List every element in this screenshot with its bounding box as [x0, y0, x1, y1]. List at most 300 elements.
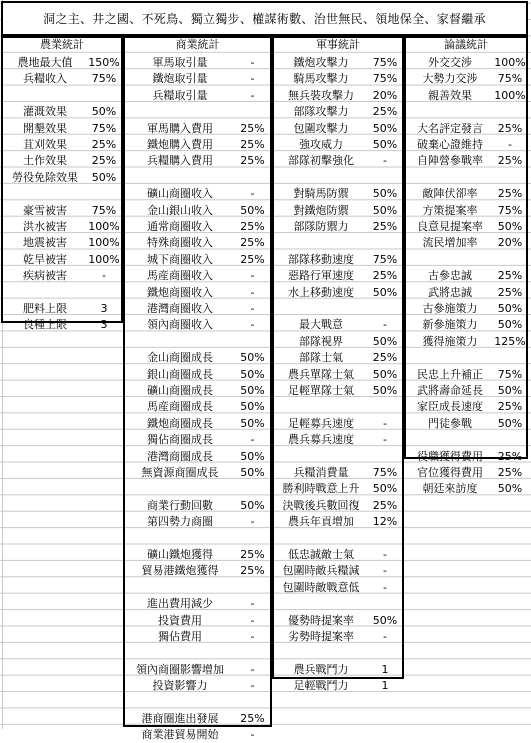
stat-label: 苴刈效果 — [23, 138, 67, 151]
stat-value: 75% — [372, 466, 398, 479]
pol-stat-row — [406, 383, 526, 399]
stat-label: 港商圈進出發展 — [141, 712, 219, 725]
stat-label: 古參忠誠 — [428, 269, 472, 283]
comm-stat-row — [125, 235, 270, 251]
agri-stat-row — [3, 71, 121, 87]
stat-value: 20% — [372, 88, 398, 102]
comm-stat-row — [125, 268, 270, 284]
mil-stat-row — [274, 465, 402, 481]
stat-value: - — [250, 187, 255, 201]
stat-value: 12% — [372, 515, 398, 529]
stat-value: 75% — [91, 203, 117, 217]
stat-label: 流民增加率 — [422, 236, 478, 250]
comm-stat-row — [125, 104, 270, 120]
comm-stat-row — [125, 301, 270, 317]
stat-label: 領內商圈影響增加 — [136, 662, 224, 676]
stat-value: 50% — [497, 416, 523, 430]
comm-stat-row — [125, 71, 270, 87]
stat-label: 鐵炮商圈成長 — [147, 416, 213, 430]
mil-stat-row — [274, 203, 402, 219]
pol-stat-row — [406, 416, 526, 432]
pol-stat-row — [406, 367, 526, 383]
stat-value: 25% — [497, 187, 523, 201]
stat-label: 洪水被害 — [23, 220, 67, 233]
stat-label: 敵陣伏卻率 — [422, 187, 478, 201]
comm-stat-row — [125, 727, 270, 743]
stat-label: 通常商圈收入 — [147, 220, 213, 233]
stat-label: 良意見提案率 — [417, 220, 483, 233]
pol-stat-row — [406, 317, 526, 333]
pol-stat-row — [406, 55, 526, 71]
stat-label: 投資費用 — [158, 613, 202, 627]
comm-stat-row — [125, 350, 270, 366]
stat-label: 民忠上升補正 — [417, 367, 483, 381]
comm-stat-row — [125, 596, 270, 612]
stat-label: 兵糧購入費用 — [147, 154, 213, 168]
comm-stat-row — [125, 695, 270, 711]
pol-stat-row — [406, 252, 526, 268]
comm-stat-row — [125, 383, 270, 399]
stat-value: 100% — [88, 252, 120, 266]
mil-stat-row — [274, 350, 402, 366]
stat-value: - — [250, 613, 255, 627]
stat-value: 75% — [497, 367, 523, 381]
stat-value: - — [383, 154, 387, 168]
stat-value: - — [250, 433, 255, 447]
stat-value: - — [250, 630, 255, 643]
comm-stat-row — [125, 547, 270, 563]
mil-stat-row — [274, 580, 402, 596]
mil-stat-row — [274, 481, 402, 497]
mil-stat-row — [274, 186, 402, 202]
stat-value: 100% — [494, 56, 526, 69]
pol-stat-row — [406, 137, 526, 153]
mil-stat-row — [274, 301, 402, 317]
comm-stat-row — [125, 531, 270, 547]
stat-value: 50% — [497, 482, 523, 496]
stat-value: 25% — [240, 138, 265, 151]
comm-stat-row — [125, 137, 270, 153]
stat-value: 25% — [240, 712, 265, 725]
agri-stat-row — [3, 104, 121, 120]
stat-label: 獨佔費用 — [158, 630, 202, 643]
stat-label: 低忠誠敵士氣 — [288, 548, 354, 561]
stat-label: 農地最大值 — [17, 56, 73, 69]
agri-stat-row — [3, 137, 121, 153]
comm-stat-row — [125, 481, 270, 497]
stat-value: 50% — [372, 187, 398, 201]
stat-label: 城下商圈收入 — [147, 252, 213, 266]
stat-value: 75% — [372, 72, 398, 86]
stat-label: 鐵炮取引量 — [152, 72, 208, 86]
comm-stat-row — [125, 285, 270, 301]
comm-stat-row — [125, 711, 270, 727]
pol-stat-row — [406, 449, 526, 465]
stat-value: 20% — [497, 236, 523, 250]
comm-stat-row — [125, 645, 270, 661]
stat-value: - — [250, 597, 255, 611]
stat-label: 豪雪被害 — [23, 203, 67, 217]
stat-label: 領內商圈收入 — [147, 318, 213, 332]
stat-value: - — [383, 416, 387, 430]
stat-label: 農兵戰鬥力 — [293, 662, 349, 676]
comm-stat-row — [125, 153, 270, 169]
stat-value: 3 — [100, 318, 108, 332]
stat-value: 50% — [372, 482, 398, 496]
stat-label: 門徒參戰 — [428, 416, 472, 430]
stat-label: 土作效果 — [23, 154, 67, 168]
agri-stat-row — [3, 203, 121, 219]
stat-value: 100% — [88, 220, 120, 233]
stat-label: 優勢時提案率 — [288, 613, 354, 627]
mil-stat-row — [274, 285, 402, 301]
stat-value: 75% — [91, 121, 117, 135]
agri-stat-row — [3, 219, 121, 235]
stat-label: 特殊商圈收入 — [147, 236, 213, 250]
stat-label: 乾旱被害 — [23, 252, 67, 266]
stat-value: 50% — [91, 105, 117, 119]
mil-stat-row — [274, 55, 402, 71]
agri-stat-row — [3, 170, 121, 186]
stat-label: 金山銀山收入 — [147, 203, 213, 217]
pol-stat-row — [406, 350, 526, 366]
agri-stat-row — [3, 186, 121, 202]
stat-label: 良種上限 — [23, 318, 67, 332]
stat-label: 足輕單隊士氣 — [288, 384, 354, 397]
stat-value: 50% — [240, 449, 265, 463]
stat-label: 兵糧消費量 — [293, 466, 349, 479]
stat-label: 役職獲得費用 — [417, 449, 483, 463]
policy-stats-header: 論議統計 — [444, 38, 488, 51]
stat-value: - — [250, 728, 255, 742]
stat-value: - — [508, 138, 512, 151]
stat-label: 銀山商圈成長 — [147, 367, 213, 381]
stat-value: 50% — [372, 285, 398, 299]
pol-stat-row — [406, 71, 526, 87]
comm-stat-row — [125, 678, 270, 694]
stat-label: 古參施策力 — [422, 302, 478, 315]
stat-value: 50% — [372, 613, 398, 627]
stat-value: 25% — [240, 220, 265, 233]
comm-stat-row — [125, 629, 270, 645]
stat-label: 最大戰意 — [299, 318, 343, 332]
agri-stat-row — [3, 88, 121, 104]
stat-value: - — [250, 679, 255, 693]
pol-stat-row — [406, 432, 526, 448]
stat-value: 50% — [497, 302, 523, 315]
stat-value: 75% — [497, 72, 523, 86]
stat-label: 朝廷來訪度 — [422, 482, 478, 496]
comm-stat-row — [125, 465, 270, 481]
stat-value: 75% — [372, 252, 398, 266]
stat-value: 25% — [497, 154, 523, 168]
agri-stat-row — [3, 285, 121, 301]
stat-label: 兵糧取引量 — [152, 88, 208, 102]
stat-label: 馬産商圈成長 — [147, 400, 213, 414]
stat-value: 25% — [240, 236, 265, 250]
stat-value: 50% — [372, 334, 398, 348]
stat-label: 足輕戰鬥力 — [293, 679, 349, 693]
agri-stat-row — [3, 121, 121, 137]
stat-value: 50% — [240, 384, 265, 397]
stat-value: 50% — [497, 384, 523, 397]
agri-stat-row — [3, 268, 121, 284]
stat-label: 自陣營參戰率 — [417, 154, 483, 168]
stat-value: 1 — [381, 679, 389, 693]
stat-label: 部隊視界 — [299, 334, 343, 348]
pol-stat-row — [406, 88, 526, 104]
agri-stat-row — [3, 55, 121, 71]
stat-label: 強攻威力 — [299, 138, 343, 151]
stat-value: 50% — [372, 121, 398, 135]
stat-label: 水上移動速度 — [288, 285, 354, 299]
stat-value: 100% — [88, 236, 120, 250]
stat-value: - — [250, 88, 255, 102]
stat-label: 新參施策力 — [422, 318, 478, 332]
stat-value: 75% — [497, 203, 523, 217]
stat-label: 大勢力交涉 — [422, 72, 478, 86]
mil-stat-row — [274, 104, 402, 120]
pol-stat-row — [406, 219, 526, 235]
stat-label: 地震被害 — [23, 236, 67, 250]
stat-value: 50% — [240, 203, 265, 217]
stat-value: 25% — [372, 105, 398, 119]
stat-value: 100% — [494, 88, 526, 102]
stat-value: 50% — [372, 367, 398, 381]
stat-label: 武將壽命延長 — [417, 384, 483, 397]
stat-label: 無資源商圈成長 — [141, 466, 219, 479]
mil-stat-row — [274, 383, 402, 399]
comm-stat-row — [125, 186, 270, 202]
comm-stat-row — [125, 88, 270, 104]
stat-label: 港灣商圈成長 — [147, 449, 213, 463]
mil-stat-row — [274, 88, 402, 104]
comm-stat-row — [125, 367, 270, 383]
comm-stat-row — [125, 55, 270, 71]
stat-value: - — [383, 548, 387, 561]
comm-stat-row — [125, 399, 270, 415]
mil-stat-row — [274, 678, 402, 694]
pol-stat-row — [406, 104, 526, 120]
commerce-stats-panel — [123, 36, 272, 742]
mil-stat-row — [274, 613, 402, 629]
commerce-stats-header: 商業統計 — [175, 38, 220, 51]
comm-stat-row — [125, 498, 270, 514]
stat-value: 25% — [497, 269, 523, 283]
comm-stat-row — [125, 170, 270, 186]
stat-label: 家臣成長速度 — [417, 400, 483, 414]
stat-value: 50% — [240, 498, 265, 512]
pol-stat-row — [406, 203, 526, 219]
stat-value: 50% — [240, 367, 265, 381]
stat-value: 25% — [240, 154, 265, 168]
mil-stat-row — [274, 367, 402, 383]
stat-label: 部隊攻擊力 — [293, 105, 349, 119]
pol-stat-row — [406, 334, 526, 350]
stat-value: 75% — [372, 56, 398, 69]
military-stats-panel — [272, 36, 404, 693]
stat-value: 25% — [240, 548, 265, 561]
mil-stat-row — [274, 596, 402, 612]
stat-label: 農兵年貢增加 — [288, 515, 354, 529]
mil-stat-row — [274, 547, 402, 563]
stat-value: - — [250, 269, 255, 283]
military-stats-header: 軍事統計 — [316, 38, 360, 51]
stat-label: 包圍攻擊力 — [293, 121, 349, 135]
comm-stat-row — [125, 563, 270, 579]
stat-value: 25% — [372, 498, 398, 512]
stat-value: 1 — [381, 662, 389, 676]
stat-value: 25% — [372, 351, 398, 365]
mil-stat-row — [274, 498, 402, 514]
stat-value: 50% — [91, 170, 117, 184]
comm-stat-row — [125, 432, 270, 448]
stat-value: 25% — [91, 154, 117, 168]
mil-stat-row — [274, 531, 402, 547]
stat-value: - — [383, 580, 387, 594]
stat-label: 礦山鐵炮獲得 — [147, 548, 213, 561]
stat-value: 25% — [497, 400, 523, 414]
agri-stat-row — [3, 301, 121, 317]
comm-stat-row — [125, 203, 270, 219]
stat-value: 25% — [91, 138, 117, 151]
stat-label: 官位獲得費用 — [417, 466, 483, 479]
mil-stat-row — [274, 514, 402, 530]
stat-value: 25% — [240, 564, 265, 578]
stat-value: - — [250, 302, 255, 315]
stat-value: - — [383, 564, 387, 578]
mil-stat-row — [274, 317, 402, 333]
stat-label: 第四勢力商圈 — [147, 515, 213, 529]
stat-label: 外交交涉 — [428, 56, 472, 69]
pol-stat-row — [406, 301, 526, 317]
comm-stat-row — [125, 662, 270, 678]
stat-label: 開墾效果 — [23, 121, 67, 135]
pol-stat-row — [406, 481, 526, 497]
stat-label: 部隊士氣 — [299, 351, 343, 365]
stat-label: 農兵單隊士氣 — [288, 367, 354, 381]
mil-stat-row — [274, 432, 402, 448]
pol-stat-row — [406, 170, 526, 186]
page-title: 洞之主、井之國、不死鳥、獨立獨步、權謀術數、治世無民、領地保全、家督繼承 — [1, 1, 528, 36]
stat-value: 50% — [240, 351, 265, 365]
mil-stat-row — [274, 645, 402, 661]
comm-stat-row — [125, 514, 270, 530]
comm-stat-row — [125, 580, 270, 596]
stat-value: 25% — [372, 220, 398, 233]
stat-label: 投資影響力 — [152, 679, 208, 693]
mil-stat-row — [274, 563, 402, 579]
stat-value: 150% — [88, 56, 120, 69]
stat-label: 劣勢時提案率 — [288, 630, 354, 643]
stat-value: - — [250, 56, 255, 69]
mil-stat-row — [274, 268, 402, 284]
stat-value: - — [250, 515, 255, 529]
stat-value: 25% — [240, 252, 265, 266]
stat-label: 軍馬購入費用 — [147, 121, 213, 135]
stat-value: 50% — [372, 384, 398, 397]
stat-label: 農兵募兵速度 — [288, 433, 354, 447]
stat-label: 決戰後兵數回復 — [282, 498, 360, 512]
stat-label: 勝利時戰意上升 — [282, 482, 360, 496]
agri-stat-row — [3, 235, 121, 251]
stat-label: 商業行動回數 — [147, 498, 213, 512]
stat-label: 金山商圈成長 — [147, 351, 213, 365]
stat-value: - — [383, 318, 387, 332]
pol-stat-row — [406, 399, 526, 415]
stat-value: - — [383, 630, 387, 643]
stat-label: 鐵炮購入費用 — [147, 138, 213, 151]
stat-value: 50% — [240, 400, 265, 414]
stat-label: 包圍時敵兵糧減 — [282, 564, 360, 578]
stat-label: 無兵裝攻擊力 — [288, 88, 354, 102]
stat-label: 肥料上限 — [23, 302, 67, 315]
comm-stat-row — [125, 317, 270, 333]
pol-stat-row — [406, 186, 526, 202]
stat-value: 75% — [91, 72, 117, 86]
agriculture-stats-panel — [1, 36, 123, 332]
stat-label: 武將忠誠 — [428, 285, 472, 299]
pol-stat-row — [406, 121, 526, 137]
comm-stat-row — [125, 449, 270, 465]
mil-stat-row — [274, 252, 402, 268]
stat-value: 3 — [100, 302, 108, 315]
agri-stat-row — [3, 153, 121, 169]
stat-label: 部隊初擊強化 — [288, 154, 354, 168]
stat-value: 25% — [497, 121, 523, 135]
policy-stats-panel — [404, 36, 528, 496]
stat-label: 對騎馬防禦 — [293, 187, 349, 201]
stat-value: 50% — [497, 220, 523, 233]
stat-label: 馬産商圈收入 — [147, 269, 213, 283]
stat-label: 礦山商圈成長 — [147, 384, 213, 397]
stat-value: 50% — [240, 466, 265, 479]
agri-stat-row — [3, 252, 121, 268]
agriculture-stats-header: 農業統計 — [40, 38, 84, 51]
stat-label: 軍馬取引量 — [152, 56, 208, 69]
mil-stat-row — [274, 399, 402, 415]
stat-value: - — [250, 72, 255, 86]
stat-value: 25% — [240, 121, 265, 135]
stat-value: 125% — [494, 334, 526, 348]
stat-value: 50% — [497, 318, 523, 332]
pol-stat-row — [406, 153, 526, 169]
stat-label: 疾病被害 — [23, 269, 67, 283]
pol-stat-row — [406, 465, 526, 481]
stat-label: 獨佔商圈成長 — [147, 433, 213, 447]
mil-stat-row — [274, 121, 402, 137]
stat-value: - — [250, 285, 255, 299]
stat-label: 兵糧收入 — [23, 72, 67, 86]
comm-stat-row — [125, 334, 270, 350]
mil-stat-row — [274, 449, 402, 465]
mil-stat-row — [274, 71, 402, 87]
pol-stat-row — [406, 268, 526, 284]
stat-value: - — [250, 662, 255, 676]
stat-value: 50% — [372, 138, 398, 151]
stat-value: - — [102, 269, 106, 283]
mil-stat-row — [274, 235, 402, 251]
stat-label: 港灣商圈收入 — [147, 302, 213, 315]
stat-label: 部隊移動速度 — [288, 252, 354, 266]
stat-label: 惡路行軍速度 — [288, 269, 354, 283]
stat-value: - — [383, 433, 387, 447]
stat-value: 50% — [240, 416, 265, 430]
stat-label: 方策提案率 — [422, 203, 478, 217]
pol-stat-row — [406, 285, 526, 301]
pol-stat-row — [406, 235, 526, 251]
comm-stat-row — [125, 613, 270, 629]
